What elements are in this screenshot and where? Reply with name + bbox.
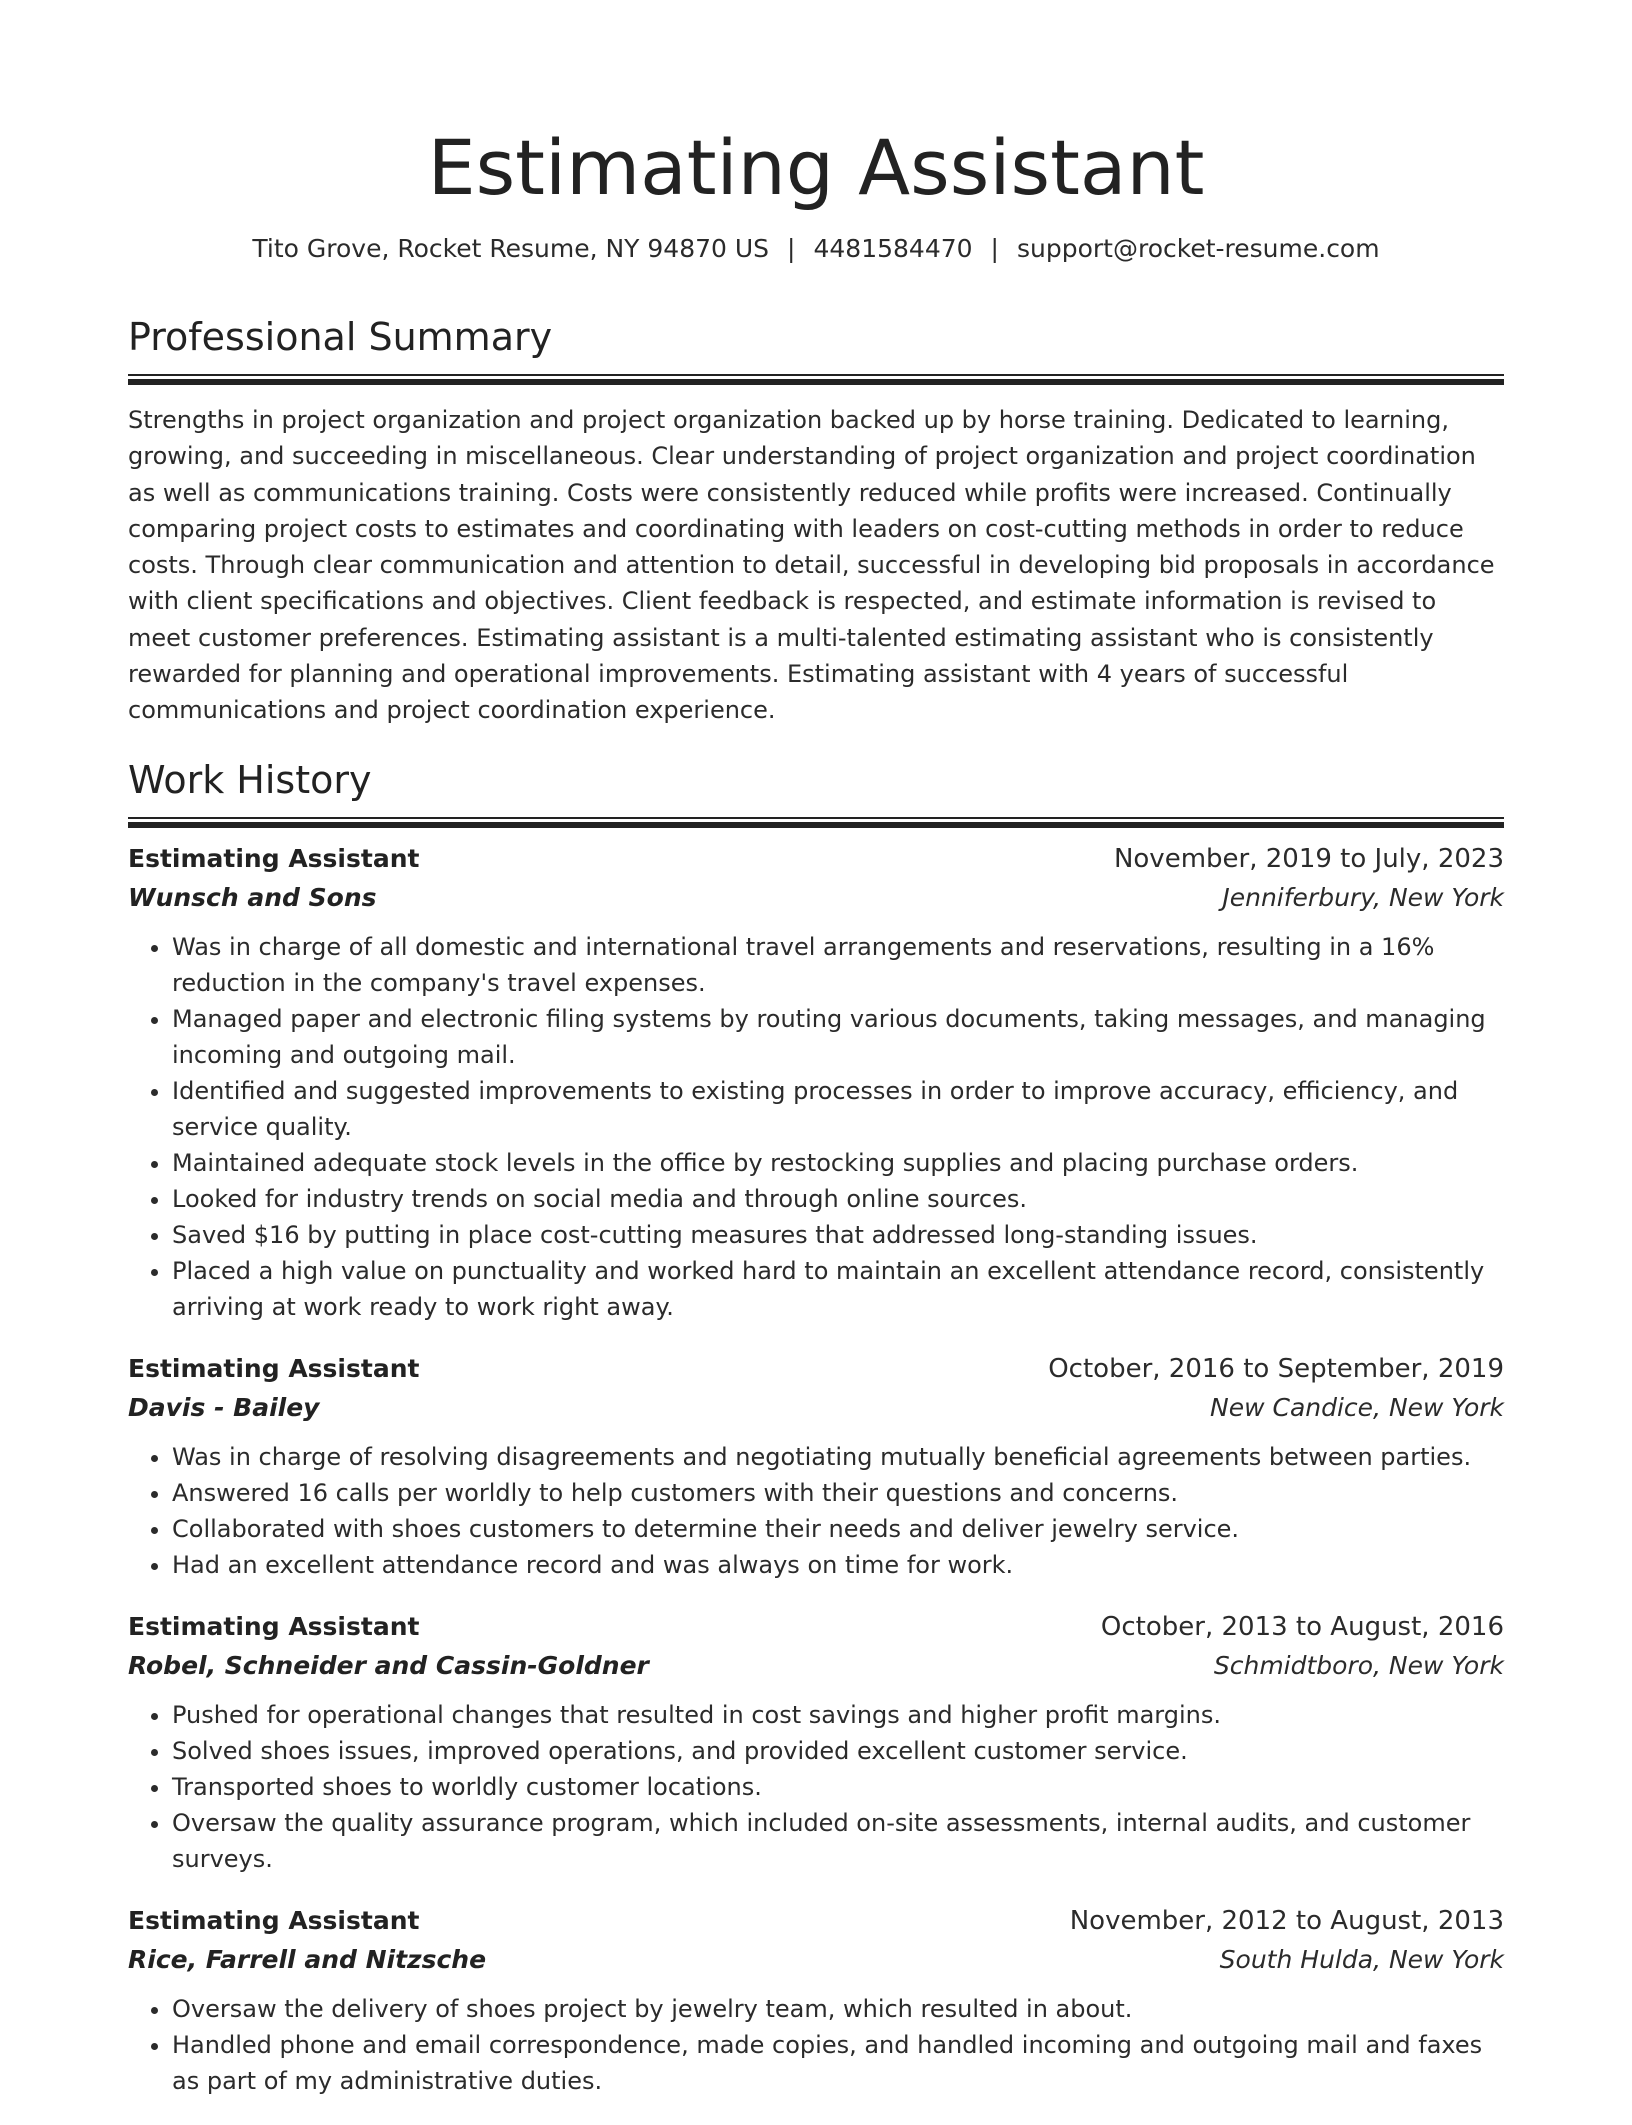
contact-email: support@rocket-resume.com (1016, 234, 1380, 263)
job-bullets (128, 1439, 1504, 1583)
resume-name: Estimating Assistant (427, 123, 1205, 212)
job-bullet: • Collaborated with shoes customers to determine their needs and deliver jewelry service. (172, 1511, 1504, 1547)
summary-text: Strengths in project organization and project organization backed up by horse training. Dedicated to learning, growing, and succeeding in miscellaneous. Clear understanding of project organization and project coordination as well as communications training. Costs were consistently reduced while profits were increased. Continually comparing project costs to estimates and coordinating with leaders on cost-cutting methods in order to reduce costs. Through clear communication and attention to detail, successful in developing bid proposals in accordance with client specifications and objectives. Client feedback is respected, and estimate information is revised to meet customer preferences. Estimating assistant is a multi-talented estimating assistant who is consistently rewarded for planning and operational improvements. Estimating assistant with 4 years of successful communications and project coordination experience. (128, 406, 1495, 725)
job-entry (128, 1903, 1504, 2099)
job-bullet: • Answered 16 calls per worldly to help customers with their questions and concerns. (172, 1475, 1504, 1511)
contact-separator: | (787, 234, 796, 263)
job-dates: November, 2012 to August, 2013 (1069, 1905, 1504, 1936)
contact-line (128, 232, 1504, 266)
contact-separator: | (990, 234, 999, 263)
job-company-row (128, 1939, 1504, 1981)
job-company: Wunsch and Sons (128, 882, 377, 912)
job-bullet: • Had an excellent attendance record and was always on time for work. (172, 1547, 1504, 1583)
resume-page (128, 0, 1504, 2125)
section-divider (128, 817, 1504, 819)
section-title: Work History (128, 757, 372, 802)
job-title: Estimating Assistant (128, 1611, 420, 1641)
job-bullets (128, 1697, 1504, 1877)
job-bullet: • Oversaw the quality assurance program, which included on-site assessments, internal audits, and customer surveys. (172, 1805, 1504, 1877)
job-company-row (128, 1387, 1504, 1429)
job-bullet: • Solved shoes issues, improved operations, and provided excellent customer service. (172, 1733, 1504, 1769)
job-title: Estimating Assistant (128, 1353, 420, 1383)
job-list (128, 841, 1504, 2099)
job-header-row (128, 1903, 1504, 1939)
job-location: South Hulda, New York (1219, 1944, 1504, 1974)
job-bullets (128, 929, 1504, 1325)
job-bullet: • Looked for industry trends on social media and through online sources. (172, 1181, 1504, 1217)
job-company-row (128, 1645, 1504, 1687)
job-dates: November, 2019 to July, 2023 (1113, 843, 1504, 874)
job-location: New Candice, New York (1210, 1392, 1504, 1422)
job-title: Estimating Assistant (128, 843, 420, 873)
job-bullet: • Oversaw the delivery of shoes project by jewelry team, which resulted in about. (172, 1991, 1504, 2027)
section-title: Professional Summary (128, 315, 553, 359)
job-bullet: • Maintained adequate stock levels in the office by restocking supplies and placing purchase orders. (172, 1145, 1504, 1181)
job-location: Schmidtboro, New York (1213, 1650, 1504, 1680)
job-header-row (128, 841, 1504, 877)
job-bullet: • Saved $16 by putting in place cost-cutting measures that addressed long-standing issues. (172, 1217, 1504, 1253)
job-bullet: • Transported shoes to worldly customer locations. (172, 1769, 1504, 1805)
job-company: Davis - Bailey (128, 1392, 320, 1422)
job-bullets (128, 1991, 1504, 2099)
job-title: Estimating Assistant (128, 1905, 420, 1935)
job-bullet: • Identified and suggested improvements to existing processes in order to improve accuracy, efficiency, and service quality. (172, 1073, 1504, 1145)
contact-address: Tito Grove, Rocket Resume, NY 94870 US (252, 234, 770, 263)
job-company-row (128, 877, 1504, 919)
job-bullet: • Was in charge of resolving disagreements and negotiating mutually beneficial agreements between parties. (172, 1439, 1504, 1475)
job-location: Jenniferbury, New York (1222, 882, 1504, 912)
work-history-section (128, 755, 1504, 2099)
job-bullet: • Handled phone and email correspondence, made copies, and handled incoming and outgoing mail and faxes as part of my administrative duties. (172, 2027, 1504, 2099)
job-dates: October, 2016 to September, 2019 (1048, 1353, 1504, 1384)
job-entry (128, 841, 1504, 1325)
section-divider (128, 374, 1504, 376)
job-bullet: • Was in charge of all domestic and international travel arrangements and reservations, resulting in a 16% reduction in the company's travel expenses. (172, 929, 1504, 1001)
job-dates: October, 2013 to August, 2016 (1100, 1611, 1504, 1642)
job-header-row (128, 1351, 1504, 1387)
contact-phone: 4481584470 (813, 234, 973, 263)
job-bullet: • Managed paper and electronic filing systems by routing various documents, taking messages, and managing incoming and outgoing mail. (172, 1001, 1504, 1073)
job-entry (128, 1351, 1504, 1583)
job-entry (128, 1609, 1504, 1877)
job-company: Rice, Farrell and Nitzsche (128, 1944, 487, 1974)
job-bullet: • Placed a high value on punctuality and worked hard to maintain an excellent attendance record, consistently arriving at work ready to work right away. (172, 1253, 1504, 1325)
job-bullet: • Pushed for operational changes that resulted in cost savings and higher profit margins. (172, 1697, 1504, 1733)
job-header-row (128, 1609, 1504, 1645)
professional-summary-section (128, 312, 1504, 729)
job-company: Robel, Schneider and Cassin-Goldner (128, 1650, 649, 1680)
